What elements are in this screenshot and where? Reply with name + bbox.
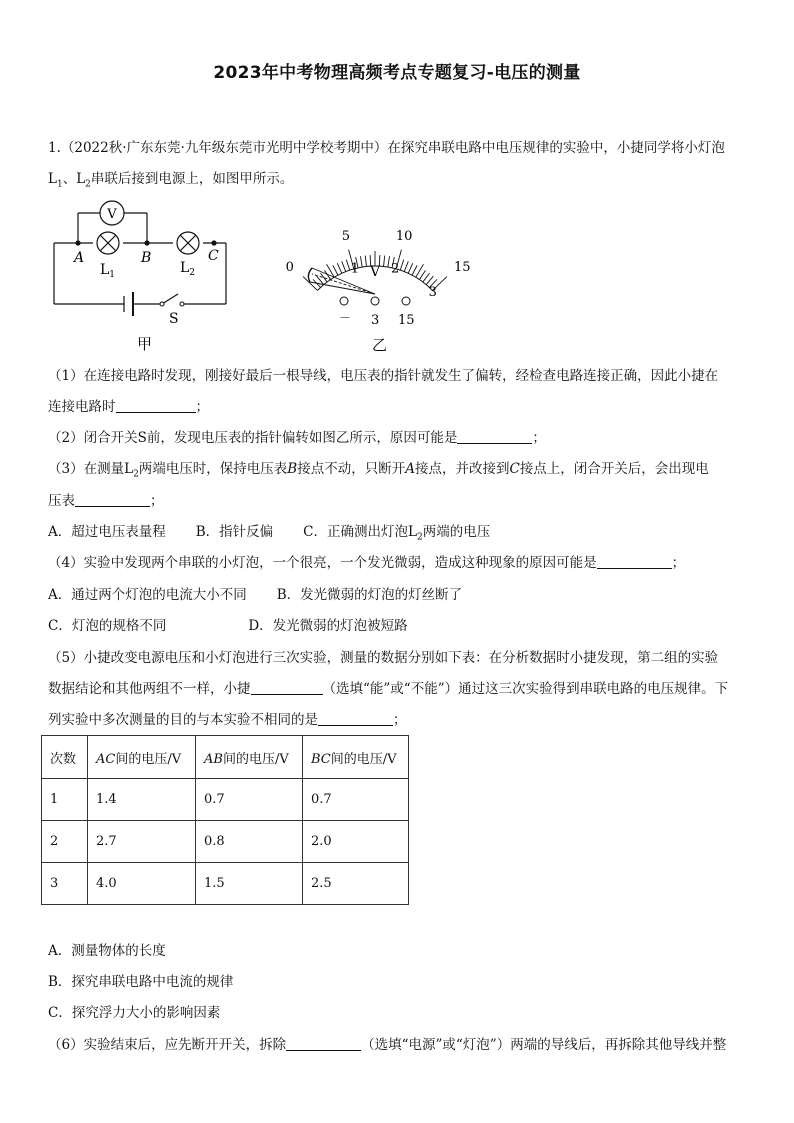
table-header-cell: 次数 <box>42 736 88 779</box>
table-cell: 2.0 <box>303 821 409 863</box>
point-b-label: B <box>141 250 152 266</box>
table-header-cell: AC间的电压/V <box>88 736 196 779</box>
dial-tick <box>320 273 327 282</box>
dial-scale-label: 0 <box>285 260 294 276</box>
table-row <box>42 821 409 863</box>
option-4c[interactable]: C．灯泡的规格不同 <box>48 618 167 634</box>
option-3b[interactable]: B．指针反偏 <box>195 524 274 540</box>
dial-tick <box>400 260 403 270</box>
part5-line-3: 列实验中多次测量的目的与本实验不相同的是 ； <box>48 712 407 728</box>
question-intro-line-2: $L_1$、$L_2$串联后接到电源上，如图甲所示。 <box>48 171 294 190</box>
dial-tick <box>426 276 433 284</box>
dial-tick <box>342 261 346 271</box>
answer-blank-2[interactable] <box>457 429 532 444</box>
circuit-diagram <box>40 192 240 360</box>
answer-blank-6[interactable] <box>286 1036 361 1051</box>
dial-tick <box>333 265 338 275</box>
lamp-l1-icon <box>97 232 119 254</box>
table-cell: 1.5 <box>196 863 303 905</box>
part6-line: （6）实验结束后，应先断开开关，拆除 （选填“电源”或“灯泡”）两端的导线后，再拆除其他导线并整 <box>48 1037 727 1053</box>
terminal-15: 15 <box>398 313 415 328</box>
answer-blank-5a[interactable] <box>251 680 323 695</box>
table-header-cell: BC间的电压/V <box>303 736 409 779</box>
table-cell: 1 <box>42 779 88 821</box>
figure-caption-yi: 乙 <box>372 336 388 354</box>
part3-options <box>48 522 490 548</box>
option-3c[interactable]: C．正确测出灯泡$L_2$两端的电压 <box>303 524 491 543</box>
point-c-label: C <box>208 248 219 264</box>
dial-tick <box>408 263 413 273</box>
terminal-minus: － <box>339 311 352 325</box>
option-3a[interactable]: A．超过电压表量程 <box>48 524 166 540</box>
dial-tick <box>388 256 390 267</box>
dial-tick <box>303 277 317 291</box>
option-4b[interactable]: B．发光微弱的灯泡的灯丝断了 <box>276 587 463 603</box>
voltage-data-table <box>41 735 409 905</box>
part4-options-row-1 <box>48 585 462 605</box>
answer-blank-1[interactable] <box>116 398 196 413</box>
part1-line-1: （1）在连接电路时发现，刚接好最后一根导线，电压表的指针就发生了偏转，经检查电路连接正确，因此小捷在 <box>48 368 719 384</box>
part2-line: （2）闭合开关S前，发现电压表的指针偏转如图乙所示，原因可能是 ； <box>48 430 546 446</box>
table-row <box>42 779 409 821</box>
switch-label: S <box>169 311 179 327</box>
dial-scale-label: 10 <box>395 228 413 244</box>
dial-scale-label: 3 <box>428 284 437 300</box>
table-row <box>42 863 409 905</box>
table-cell: 2.5 <box>303 863 409 905</box>
dial-scale-label: 2 <box>390 261 400 277</box>
part3-line-1: （3）在测量$L_2$两端电压时，保持电压表B接点不动，只断开A接点，并改接到C接点上，闭合开关后，会出现电 <box>48 461 709 480</box>
table-header-cell: AB间的电压/V <box>196 736 303 779</box>
dial-tick <box>384 256 385 267</box>
table-cell: 2 <box>42 821 88 863</box>
option-5b[interactable]: B．探究串联电路中电流的规律 <box>48 974 234 990</box>
table-cell: 0.7 <box>303 779 409 821</box>
question-intro-line-1: 1.（2022秋·广东东莞·九年级东莞市光明中学校考期中）在探究串联电路中电压规律的实验中，小捷同学将小灯泡 <box>48 140 725 156</box>
answer-blank-4[interactable] <box>597 554 672 569</box>
option-4d[interactable]: D．发光微弱的灯泡被短路 <box>248 618 408 634</box>
part1-line-2: 连接电路时 ； <box>48 399 209 415</box>
table-cell: 1.4 <box>88 779 196 821</box>
point-a-label: A <box>74 250 85 266</box>
answer-blank-5b[interactable] <box>318 711 393 726</box>
table-header-row <box>42 736 409 779</box>
table-cell: 2.7 <box>88 821 196 863</box>
table-cell: 0.8 <box>196 821 303 863</box>
dial-tick <box>346 260 349 270</box>
dial-tick <box>423 273 430 282</box>
option-4a[interactable]: A．通过两个灯泡的电流大小不同 <box>48 587 247 603</box>
part4-line: （4）实验中发现两个串联的小灯泡，一个很亮，一个发光微弱，造成这种现象的原因可能是 ； <box>48 555 686 571</box>
dial-tick <box>404 261 408 271</box>
part3-line-2: 压表 ； <box>48 493 164 509</box>
part4-options-row-2 <box>48 616 408 636</box>
answer-blank-3[interactable] <box>75 492 150 507</box>
svg-text:V: V <box>107 207 117 222</box>
dial-tick <box>365 256 366 267</box>
dial-tick <box>337 263 342 273</box>
voltmeter-dial <box>272 196 482 360</box>
dial-scale-label: 5 <box>341 228 351 244</box>
lamp-l2-label: $L_2$ <box>180 260 196 278</box>
dial-scale-label: 15 <box>453 260 471 276</box>
voltmeter-symbol <box>100 201 124 225</box>
figure-caption-jia: 甲 <box>137 335 153 353</box>
table-cell: 0.7 <box>196 779 303 821</box>
dial-tick <box>419 270 425 279</box>
dial-tick <box>360 256 362 267</box>
meter-unit: V <box>370 264 381 280</box>
table-cell: 4.0 <box>88 863 196 905</box>
part5-line-1: （5）小捷改变电源电压和小灯泡进行三次实验，测量的数据分别如下表：在分析数据时小捷发现，第二组的实验 <box>48 650 719 666</box>
option-5c[interactable]: C．探究浮力大小的影响因素 <box>48 1005 221 1021</box>
part5-line-2: 数据结论和其他两组不一样，小捷 （选填“能”或“不能”）通过这三次实验得到串联电路的电压规律。下 <box>48 681 729 697</box>
table-cell: 3 <box>42 863 88 905</box>
lamp-l1-label: $L_1$ <box>100 262 116 280</box>
page-title: 2023年中考物理高频考点专题复习-电压的测量 <box>213 63 581 83</box>
option-5a[interactable]: A．测量物体的长度 <box>48 943 166 959</box>
terminal-3: 3 <box>371 313 380 328</box>
lamp-l2-icon <box>177 232 199 254</box>
dial-tick <box>412 265 417 275</box>
dial-scale-label: 1 <box>350 261 360 277</box>
